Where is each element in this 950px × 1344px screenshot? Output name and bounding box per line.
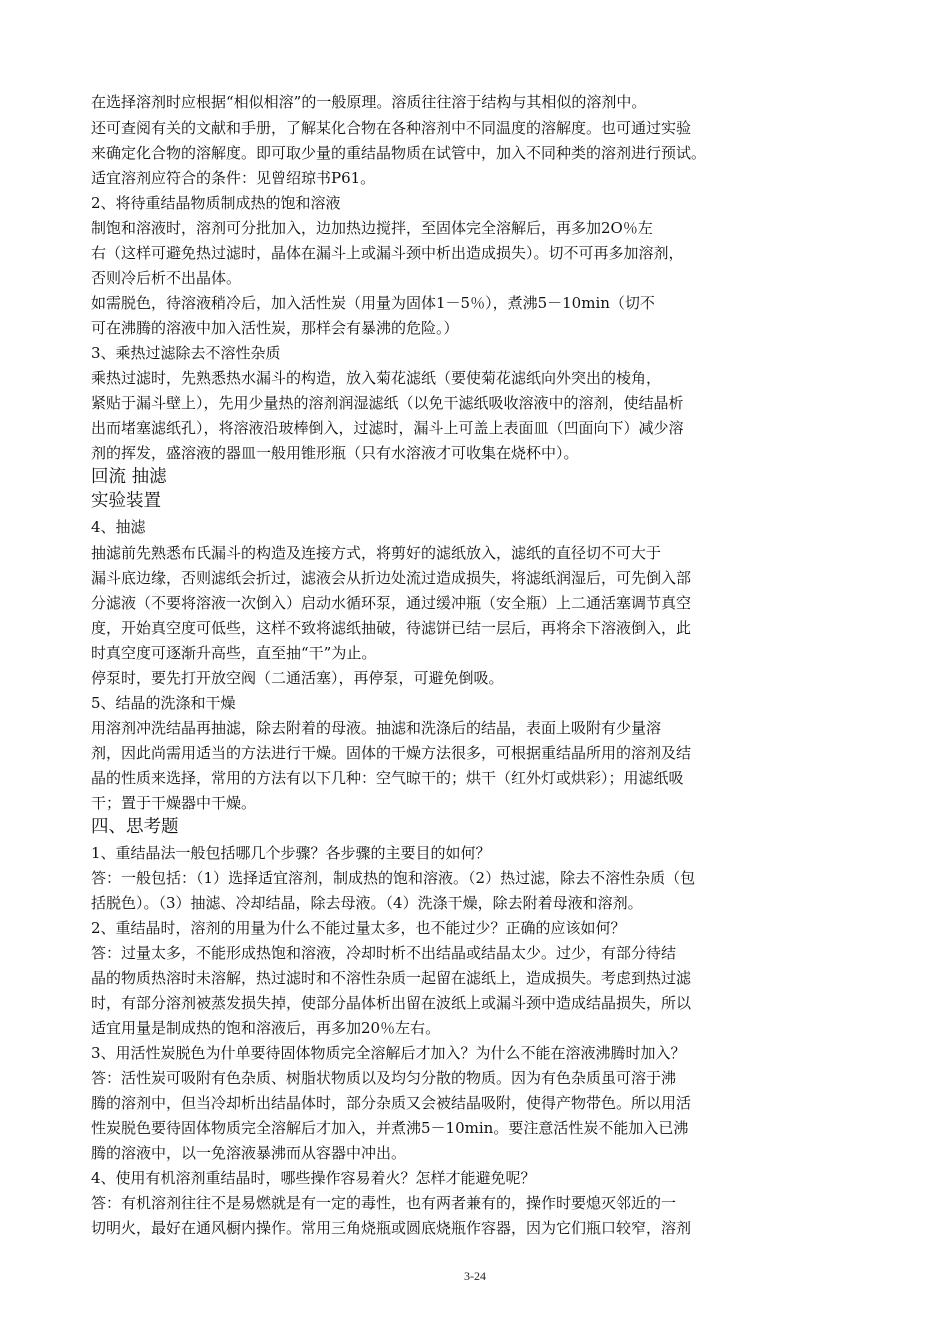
text-line: 答：有机溶剂往往不是易燃就是有一定的毒性，也有两者兼有的，操作时要熄灭邻近的一 (91, 1194, 677, 1212)
text-line: 时，有部分溶剂被蒸发损失掉，使部分晶体析出留在波纸上或漏斗颈中造成结晶损失，所以 (91, 994, 692, 1012)
text-line: 停泵时，要先打开放空阀（二通活塞），再停泵，可避免倒吸。 (91, 669, 504, 687)
text-line: 3、用活性炭脱色为什单要待固体物质完全溶解后才加入？为什么不能在溶液沸腾时加入？ (91, 1044, 686, 1062)
text-line: 可在沸腾的溶液中加入活性炭，那样会有暴沸的危险。） (91, 319, 459, 337)
text-line: 答：活性炭可吸附有色杂质、树脂状物质以及均匀分散的物质。因为有色杂质虽可溶于沸 (91, 1069, 677, 1087)
text-line: 剂，因此尚需用适当的方法进行干燥。固体的干燥方法很多，可根据重结晶所用的溶剂及结 (91, 744, 692, 762)
text-line: 度，开始真空度可低些，这样不致将滤纸抽破，待滤饼已结一层后，再将余下溶液倒入，此 (91, 619, 692, 637)
page-number: 3-24 (464, 1269, 486, 1283)
text-line: 来确定化合物的溶解度。即可取少量的重结晶物质在试管中，加入不同种类的溶剂进行预试。 (91, 144, 707, 162)
text-line: 如需脱色，待溶液稍冷后，加入活性炭（用量为固体1－5％），煮沸5－10min（切不 (91, 294, 655, 312)
text-line: 答：过量太多，不能形成热饱和溶液，冷却时析不出结晶或结晶太少。过少，有部分待结 (91, 944, 677, 962)
text-line: 2、重结晶时，溶剂的用量为什么不能过量太多，也不能过少？正确的应该如何？ (91, 919, 626, 937)
text-line: 时真空度可逐渐升高些，直至抽“干”为止。 (91, 644, 377, 662)
text-line: 腾的溶液中，以一免溶液暴沸而从容器中冲出。 (91, 1144, 407, 1162)
text-line: 抽滤前先熟悉布氏漏斗的构造及连接方式，将剪好的滤纸放入，滤纸的直径切不可大于 (91, 544, 662, 562)
text-line: 乘热过滤时，先熟悉热水漏斗的构造，放入菊花滤纸（要使菊花滤纸向外突出的棱角， (91, 369, 662, 387)
text-line: 分滤液（不要将溶液一次倒入）启动水循环泵，通过缓冲瓶（安全瓶）上二通活塞调节真空 (91, 594, 692, 612)
text-line: 还可查阅有关的文献和手册，了解某化合物在各种溶剂中不同温度的溶解度。也可通过实验 (91, 119, 692, 137)
text-line: 性炭脱色要待固体物质完全溶解后才加入，并煮沸5－10min。要注意活性炭不能加入已沸 (91, 1119, 689, 1137)
text-line: 晶的性质来选择，常用的方法有以下几种：空气晾干的；烘干（红外灯或烘彩）；用滤纸吸 (91, 769, 684, 787)
text-line: 否则冷后析不出晶体。 (91, 269, 242, 287)
text-line: 干；置于干燥器中干燥。 (91, 794, 257, 812)
text-line: 用溶剂冲洗结晶再抽滤，除去附着的母液。抽滤和洗涤后的结晶，表面上吸附有少量溶 (91, 719, 662, 737)
text-line: 括脱色）。（3）抽滤、冷却结晶，除去母液。（4）洗涤干燥，除去附着母液和溶剂。 (91, 894, 643, 912)
text-line: 出而堵塞滤纸孔），将溶液沿玻棒倒入，过滤时，漏斗上可盖上表面皿（凹面向下）减少溶 (91, 419, 684, 437)
text-line: 腾的溶剂中，但当冷却析出结晶体时，部分杂质又会被结晶吸附，使得产物带色。所以用活 (91, 1094, 692, 1112)
text-line: 紧贴于漏斗壁上），先用少量热的溶剂润湿滤纸（以免干滤纸吸收溶液中的溶剂，使结晶析 (91, 394, 684, 412)
text-line: 适宜用量是制成热的饱和溶液后，再多加20％左右。 (91, 1019, 441, 1037)
text-line: 右（这样可避免热过滤时，晶体在漏斗上或漏斗颈中析出造成损失）。切不可再多加溶剂， (91, 244, 684, 262)
text-line: 适宜溶剂应符合的条件：见曾绍琼书P61。 (91, 169, 376, 187)
text-line: 剂的挥发，盛溶液的器皿一般用锥形瓶（只有水溶液才可收集在烧杯中）。 (91, 444, 579, 462)
text-line: 切明火，最好在通风橱内操作。常用三角烧瓶或圆底烧瓶作容器，因为它们瓶口较窄，溶剂 (91, 1219, 692, 1237)
section-heading: 实验装置 (91, 491, 161, 511)
text-line: 制饱和溶液时，溶剂可分批加入，边加热边搅拌，至固体完全溶解后，再多加2O％左 (91, 219, 653, 237)
text-line: 漏斗底边缘，否则滤纸会折过，滤液会从折边处流过造成损失，将滤纸润湿后，可先倒入部 (91, 569, 692, 587)
text-line: 2、将待重结晶物质制成热的饱和溶液 (91, 194, 341, 212)
section-heading: 回流 抽滤 (91, 467, 167, 487)
text-line: 1、重结晶法一般包括哪几个步骤？各步骤的主要目的如何？ (91, 844, 491, 862)
text-line: 在选择溶剂时应根据“相似相溶”的一般原理。溶质往往溶于结构与其相似的溶剂中。 (91, 93, 647, 111)
text-line: 4、抽滤 (91, 518, 146, 536)
text-line: 答：一般包括：（1）选择适宜溶剂，制成热的饱和溶液。（2）热过滤，除去不溶性杂质（包 (91, 869, 696, 887)
section-heading: 四、思考题 (91, 817, 179, 837)
text-line: 5、结晶的洗涤和干燥 (91, 694, 236, 712)
text-line: 晶的物质热溶时未溶解，热过滤时和不溶性杂质一起留在滤纸上，造成损失。考虑到热过滤 (91, 969, 692, 987)
text-line: 3、乘热过滤除去不溶性杂质 (91, 344, 281, 362)
text-line: 4、使用有机溶剂重结晶时，哪些操作容易着火？怎样才能避免呢？ (91, 1169, 536, 1187)
